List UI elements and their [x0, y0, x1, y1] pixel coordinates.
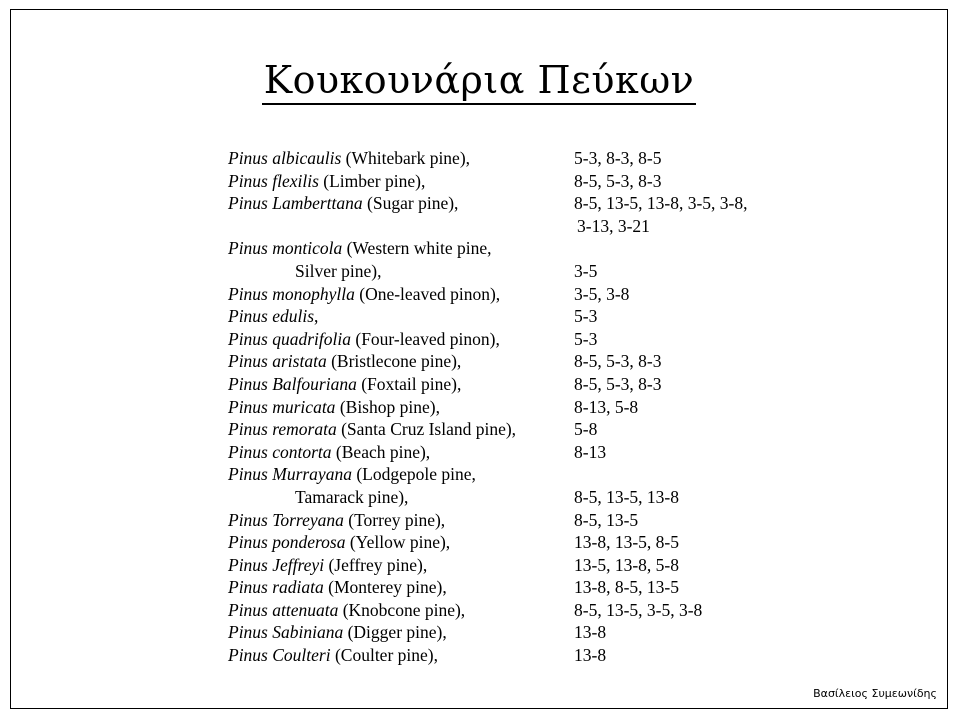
scientific-name: Pinus remorata — [228, 419, 337, 440]
scientific-name: Pinus Balfouriana — [228, 373, 357, 394]
page-title — [11, 58, 947, 102]
species-name — [228, 283, 500, 306]
scientific-name: Pinus Coulteri — [228, 645, 331, 666]
common-name: (Whitebark pine), — [341, 148, 471, 168]
species-name — [228, 531, 450, 554]
common-name: (Limber pine), — [318, 170, 426, 191]
species-name — [228, 441, 430, 464]
ratio-values: 13-5, 13-8, 5-8 — [574, 554, 679, 575]
species-name — [228, 192, 458, 215]
ratio-values: 8-5, 13-5 — [574, 509, 639, 530]
species-name — [228, 554, 427, 577]
species-name — [228, 237, 491, 260]
scientific-name: Pinus aristata — [228, 351, 327, 372]
common-name: (Western white pine, — [342, 238, 492, 259]
species-name — [228, 350, 461, 373]
ratio-values: 8-5, 13-5, 13-8, 3-5, 3-8, — [574, 193, 748, 214]
species-name — [228, 621, 447, 644]
species-name — [295, 486, 408, 509]
page-title-text: Κουκουνάρια Πεύκων — [262, 58, 697, 105]
common-name: (Sugar pine), — [362, 193, 459, 214]
common-name: (Lodgepole pine, — [351, 464, 476, 485]
ratio-values: 3-5 — [574, 260, 598, 281]
species-name — [228, 373, 461, 396]
species-name — [228, 396, 440, 419]
species-name — [228, 599, 465, 622]
scientific-name: Pinus quadrifolia — [228, 328, 351, 349]
common-name: (Knobcone pine), — [338, 599, 466, 620]
common-name: (Santa Cruz Island pine), — [336, 419, 517, 440]
ratio-values: 13-8, 13-5, 8-5 — [574, 532, 679, 553]
common-name: (Yellow pine), — [345, 532, 451, 553]
species-name — [228, 418, 516, 441]
common-name: (Coulter pine), — [330, 645, 438, 666]
ratio-values: 8-5, 5-3, 8-3 — [574, 170, 662, 191]
common-name: (Bristlecone pine), — [326, 351, 462, 372]
ratio-values: 5-3 — [574, 328, 598, 349]
common-name: (Jeffrey pine), — [324, 554, 428, 575]
common-name: , — [314, 306, 319, 327]
common-name: (Digger pine), — [343, 622, 447, 643]
ratio-values: 3-13, 3-21 — [577, 215, 650, 236]
scientific-name: Pinus Torreyana — [228, 509, 344, 530]
common-name: (Torrey pine), — [343, 509, 446, 530]
scientific-name: Pinus albicaulis — [228, 148, 342, 168]
scientific-name: Pinus flexilis — [228, 170, 319, 191]
ratio-values: 8-5, 5-3, 8-3 — [574, 373, 662, 394]
scientific-name: Pinus Jeffreyi — [228, 554, 325, 575]
author-signature: Βασίλειος Συμεωνίδης — [813, 687, 937, 700]
ratio-values: 5-3 — [574, 306, 598, 327]
scientific-name: Pinus monophylla — [228, 283, 355, 304]
ratio-values: 8-13, 5-8 — [574, 396, 639, 417]
species-name — [228, 463, 476, 486]
ratio-values: 8-5, 13-5, 13-8 — [574, 486, 679, 507]
ratio-values: 13-8, 8-5, 13-5 — [574, 577, 679, 598]
scientific-name: Pinus ponderosa — [228, 532, 346, 553]
ratio-values: 8-13 — [574, 441, 607, 462]
species-name — [295, 260, 382, 283]
common-name: (Monterey pine), — [323, 577, 447, 598]
slide — [10, 9, 948, 709]
common-name: Tamarack pine), — [295, 486, 409, 507]
species-name — [228, 576, 447, 599]
scientific-name: Pinus Murrayana — [228, 464, 352, 485]
ratio-values: 3-5, 3-8 — [574, 283, 630, 304]
scientific-name: Pinus radiata — [228, 577, 324, 598]
species-name — [228, 147, 470, 170]
ratio-values: 8-5, 5-3, 8-3 — [574, 351, 662, 372]
common-name: Silver pine), — [295, 260, 382, 281]
species-name — [228, 305, 318, 328]
ratio-values: 13-8 — [574, 622, 607, 643]
ratio-values: 8-5, 13-5, 3-5, 3-8 — [574, 599, 703, 620]
scientific-name: Pinus monticola — [228, 238, 343, 259]
common-name: (One-leaved pinon), — [354, 283, 501, 304]
scientific-name: Pinus Sabiniana — [228, 622, 344, 643]
scientific-name: Pinus contorta — [228, 441, 332, 462]
scientific-name: Pinus muricata — [228, 396, 336, 417]
ratio-values: 13-8 — [574, 645, 607, 666]
common-name: (Beach pine), — [331, 441, 431, 462]
scientific-name: Pinus attenuata — [228, 599, 339, 620]
common-name: (Four-leaved pinon), — [351, 328, 500, 349]
common-name: (Bishop pine), — [335, 396, 440, 417]
scientific-name: Pinus Lamberttana — [228, 193, 363, 214]
ratio-values: 5-8 — [574, 419, 598, 440]
species-name — [228, 328, 500, 351]
species-name — [228, 170, 425, 193]
scientific-name: Pinus edulis — [228, 306, 315, 327]
species-name — [228, 644, 438, 667]
common-name: (Foxtail pine), — [356, 373, 462, 394]
species-name — [228, 509, 445, 532]
ratio-values: 5-3, 8-3, 8-5 — [574, 148, 662, 168]
